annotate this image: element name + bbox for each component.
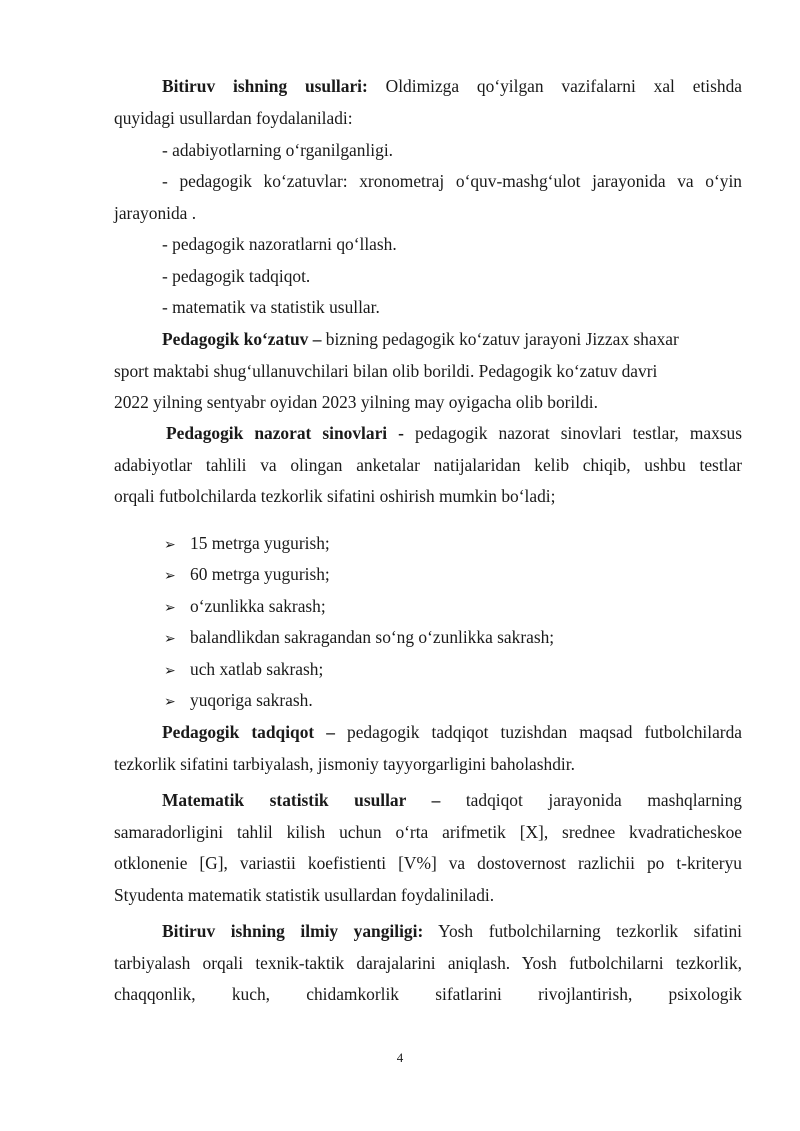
statistics-line-3: otklonenie [G], variastii koefistienti [V%] va dostovernost razlichii po t-kriteryu [114,853,742,873]
methods-heading: Bitiruv ishning usullari: [162,76,368,96]
test-list-item: ➢ balandlikdan sakragandan so‘ng o‘zunlikka sakrash; [164,622,554,656]
control-tests-paragraph [114,418,742,513]
novelty-line-3: chaqqonlik, kuch, chidamkorlik sifatlarini rivojlantirish, psixologik [114,984,742,1004]
research-line-2: tezkorlik sifatini tarbiyalash, jismoniy tayyorgarligini baholashdir. [114,753,575,774]
methods-item: - pedagogik nazoratlarni qo‘llash. [162,234,397,254]
test-list-item: ➢ 15 metrga yugurish; [164,528,330,562]
observation-line-1: Pedagogik ko‘zatuv – bizning pedagogik ko‘zatuv jarayoni Jizzax shaxar [162,329,679,349]
methods-item: - matematik va statistik usullar. [162,297,380,317]
novelty-paragraph [114,916,742,1011]
control-tests-line-2: adabiyotlar tahlili va olingan anketalar natijalaridan kelib chiqib, ushbu testlar [114,454,742,475]
test-list-item: ➢ yuqoriga sakrash. [164,685,313,719]
arrow-bullet-icon: ➢ [164,631,176,647]
research-heading: Pedagogik tadqiqot – [162,722,335,742]
research-line-1: Pedagogik tadqiqot – pedagogik tadqiqot tuzishdan maqsad futbolchilarda [162,722,742,742]
control-tests-line-3: orqali futbolchilarda tezkorlik sifatini oshirish mumkin bo‘ladi; [114,486,556,506]
observation-line-2: sport maktabi shug‘ullanuvchilari bilan olib borildi. Pedagogik ko‘zatuv davri [114,360,658,381]
arrow-bullet-icon: ➢ [164,663,176,679]
control-tests-heading: Pedagogik nazorat sinovlari - [166,423,404,443]
novelty-line-2: tarbiyalash orqali texnik-taktik darajalarini aniqlash. Yosh futbolchilarni tezkorlik, [114,952,742,973]
observation-heading: Pedagogik ko‘zatuv – [162,329,322,349]
research-paragraph [114,717,742,780]
test-list-item: ➢ 60 metrga yugurish; [164,559,330,593]
observation-line-3: 2022 yilning sentyabr oyidan 2023 yilning may oyigacha olib borildi. [114,392,598,412]
arrow-bullet-icon: ➢ [164,600,176,616]
statistics-paragraph [114,785,742,911]
methods-paragraph [114,71,742,134]
test-list-item: ➢ uch xatlab sakrash; [164,654,323,688]
methods-item: - pedagogik tadqiqot. [162,266,311,286]
observation-paragraph [114,324,742,419]
control-tests-line-1: Pedagogik nazorat sinovlari - pedagogik nazorat sinovlari testlar, maxsus [166,423,742,443]
novelty-line-1: Bitiruv ishning ilmiy yangiligi: Yosh futbolchilarning tezkorlik sifatini [162,921,742,941]
page-number: 4 [396,1050,404,1065]
novelty-heading: Bitiruv ishning ilmiy yangiligi: [162,921,424,941]
statistics-line-1: Matematik statistik usullar – tadqiqot jarayonida mashqlarning [162,790,742,810]
arrow-bullet-icon: ➢ [164,537,176,553]
statistics-line-4: Styudenta matematik statistik usullardan foydaliniladi. [114,884,495,905]
methods-line-2: quyidagi usullardan foydalaniladi: [114,107,353,128]
methods-line-1: Bitiruv ishning usullari: Oldimizga qo‘yilgan vazifalarni xal etishda [162,76,742,96]
statistics-line-2: samaradorligini tahlil kilish uchun o‘rta arifmetik [X], srednee kvadraticheskoe [114,821,742,842]
arrow-bullet-icon: ➢ [164,568,176,584]
statistics-heading: Matematik statistik usullar – [162,790,441,810]
methods-item: - pedagogik ko‘zatuvlar: xronometraj o‘quv-mashg‘ulot jarayonida va o‘yin jarayonida . [114,171,742,223]
arrow-bullet-icon: ➢ [164,694,176,710]
methods-item: - adabiyotlarning o‘rganilganligi. [162,140,394,160]
test-list-item: ➢ o‘zunlikka sakrash; [164,591,326,625]
